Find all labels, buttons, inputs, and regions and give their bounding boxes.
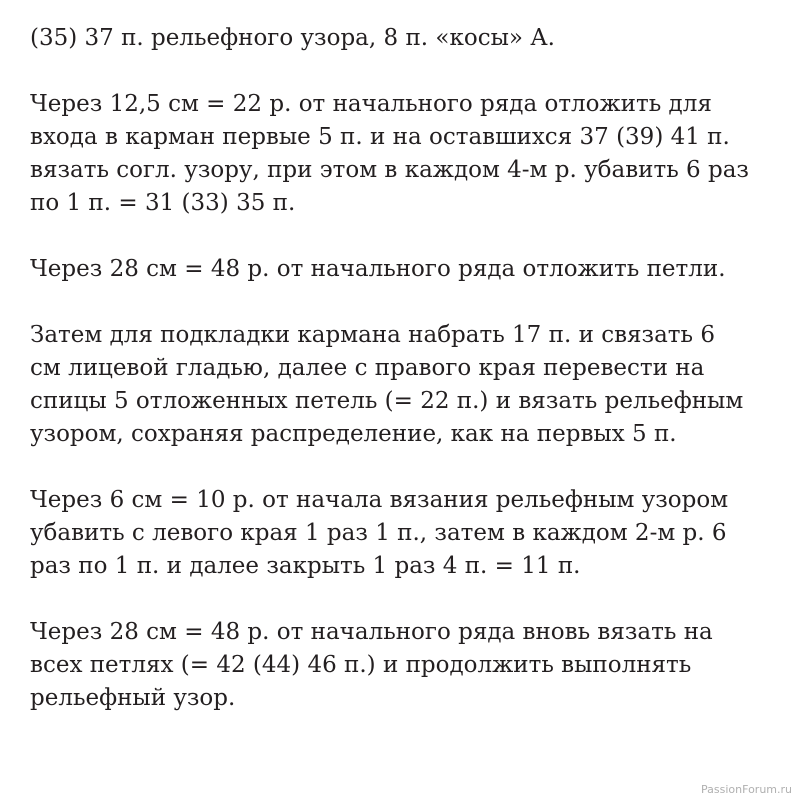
text-line: убавить с левого края 1 раз 1 п., затем в каждом 2-м р. 6 (30, 520, 727, 546)
text-line: по 1 п. = 31 (33) 35 п. (30, 190, 296, 216)
text-line: Через 28 см = 48 р. от начального ряда вновь вязать на (30, 619, 713, 645)
text-line: всех петлях (= 42 (44) 46 п.) и продолжить выполнять (30, 652, 692, 678)
text-line: узором, сохраняя распределение, как на первых 5 п. (30, 421, 677, 447)
text-line: см лицевой гладью, далее с правого края перевести на (30, 355, 705, 381)
text-line: Через 6 см = 10 р. от начала вязания рельефным узором (30, 487, 729, 513)
paragraph-left-edge-decrease (30, 484, 788, 583)
text-line: Через 12,5 см = 22 р. от начального ряда отложить для (30, 91, 712, 117)
paragraph-hold-stitches (30, 253, 788, 286)
paragraph-pocket-lining (30, 319, 788, 451)
watermark: PassionForum.ru (701, 783, 792, 796)
text-line: вязать согл. узору, при этом в каждом 4-м р. убавить 6 раз (30, 157, 749, 183)
text-line: спицы 5 отложенных петель (= 22 п.) и вязать рельефным (30, 388, 744, 414)
text-line: входа в карман первые 5 п. и на оставшихся 37 (39) 41 п. (30, 124, 730, 150)
text-line: рельефный узор. (30, 685, 236, 711)
text-line: Через 28 см = 48 р. от начального ряда отложить петли. (30, 256, 726, 282)
paragraph-stitch-count (30, 22, 788, 55)
text-line: Затем для подкладки кармана набрать 17 п. и связать 6 (30, 322, 715, 348)
paragraph-continue-all-stitches (30, 616, 788, 715)
text-line: раз по 1 п. и далее закрыть 1 раз 4 п. = 11 п. (30, 553, 581, 579)
text-line: (35) 37 п. рельефного узора, 8 п. «косы» А. (30, 25, 555, 51)
paragraph-pocket-entry (30, 88, 788, 220)
